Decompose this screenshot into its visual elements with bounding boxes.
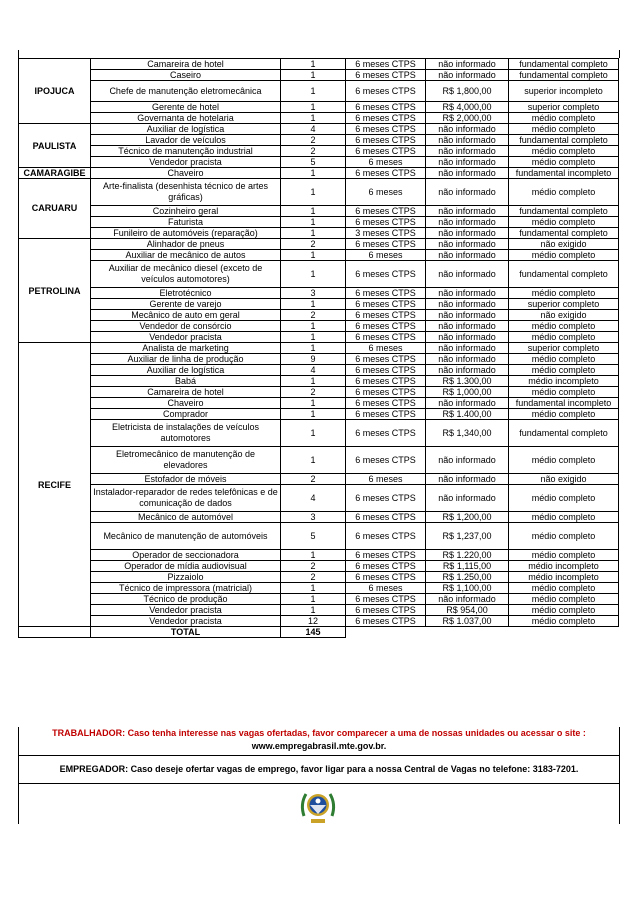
education-cell: médio incompleto: [509, 572, 619, 583]
job-cell: Vendedor de consórcio: [91, 321, 281, 332]
city-cell: RECIFE: [19, 343, 91, 627]
education-cell: médio completo: [509, 113, 619, 124]
salary-cell: não informado: [426, 485, 509, 512]
job-cell: Auxiliar de linha de produção: [91, 354, 281, 365]
job-cell: Comprador: [91, 409, 281, 420]
table-row: [19, 561, 619, 572]
qty-cell: 1: [281, 261, 346, 288]
contract-cell: 6 meses CTPS: [346, 594, 426, 605]
job-cell: Analista de marketing: [91, 343, 281, 354]
salary-cell: não informado: [426, 217, 509, 228]
contract-cell: 6 meses CTPS: [346, 550, 426, 561]
job-cell: Mecânico de auto em geral: [91, 310, 281, 321]
salary-cell: não informado: [426, 310, 509, 321]
education-cell: médio completo: [509, 217, 619, 228]
table-row: [19, 572, 619, 583]
table-row: [19, 332, 619, 343]
qty-cell: 2: [281, 387, 346, 398]
salary-cell: R$ 1.250,00: [426, 572, 509, 583]
salary-cell: não informado: [426, 146, 509, 157]
job-cell: Técnico de impressora (matricial): [91, 583, 281, 594]
job-cell: Eletricista de instalações de veículos automotores: [91, 420, 281, 447]
city-cell: PETROLINA: [19, 239, 91, 343]
table-row: [19, 605, 619, 616]
qty-cell: 1: [281, 332, 346, 343]
qty-cell: 4: [281, 124, 346, 135]
table-row: [19, 102, 619, 113]
contract-cell: 6 meses CTPS: [346, 523, 426, 550]
table-row: [19, 523, 619, 550]
contract-cell: 6 meses CTPS: [346, 398, 426, 409]
vacancy-table: [18, 58, 619, 638]
job-cell: Caseiro: [91, 70, 281, 81]
qty-cell: 2: [281, 572, 346, 583]
contract-cell: 6 meses: [346, 179, 426, 206]
table-row: [19, 376, 619, 387]
education-cell: fundamental completo: [509, 261, 619, 288]
salary-cell: não informado: [426, 594, 509, 605]
qty-cell: 1: [281, 550, 346, 561]
education-cell: médio completo: [509, 583, 619, 594]
education-cell: fundamental incompleto: [509, 398, 619, 409]
worker-notice-text: TRABALHADOR: Caso tenha interesse nas vagas ofertadas, favor comparecer a uma de nossas unidades ou acessar o site :: [52, 728, 586, 738]
job-cell: Chaveiro: [91, 398, 281, 409]
education-cell: médio completo: [509, 124, 619, 135]
qty-cell: 2: [281, 239, 346, 250]
salary-cell: R$ 1.300,00: [426, 376, 509, 387]
qty-cell: 1: [281, 420, 346, 447]
contract-cell: 6 meses CTPS: [346, 261, 426, 288]
salary-cell: não informado: [426, 168, 509, 179]
salary-cell: R$ 1,340,00: [426, 420, 509, 447]
salary-cell: R$ 1.400,00: [426, 409, 509, 420]
table-row: [19, 310, 619, 321]
salary-cell: não informado: [426, 474, 509, 485]
salary-cell: não informado: [426, 124, 509, 135]
table-row: [19, 59, 619, 70]
contract-cell: 6 meses: [346, 157, 426, 168]
qty-cell: 2: [281, 146, 346, 157]
salary-cell: não informado: [426, 206, 509, 217]
salary-cell: R$ 1,200,00: [426, 512, 509, 523]
table-row: [19, 354, 619, 365]
salary-cell: R$ 1,237,00: [426, 523, 509, 550]
salary-cell: não informado: [426, 398, 509, 409]
table-row: [19, 485, 619, 512]
contract-cell: 6 meses CTPS: [346, 420, 426, 447]
city-cell: IPOJUCA: [19, 59, 91, 124]
job-cell: Auxiliar de logística: [91, 124, 281, 135]
qty-cell: 1: [281, 409, 346, 420]
education-cell: médio completo: [509, 605, 619, 616]
contract-cell: 6 meses CTPS: [346, 70, 426, 81]
contract-cell: 6 meses CTPS: [346, 299, 426, 310]
contract-cell: 6 meses CTPS: [346, 354, 426, 365]
total-row: [19, 627, 619, 638]
contract-cell: 6 meses CTPS: [346, 124, 426, 135]
qty-cell: 1: [281, 81, 346, 102]
qty-cell: 1: [281, 299, 346, 310]
salary-cell: R$ 1,800,00: [426, 81, 509, 102]
qty-cell: 3: [281, 512, 346, 523]
education-cell: superior incompleto: [509, 81, 619, 102]
contract-cell: 6 meses CTPS: [346, 447, 426, 474]
salary-cell: R$ 954,00: [426, 605, 509, 616]
contract-cell: 6 meses CTPS: [346, 135, 426, 146]
education-cell: fundamental incompleto: [509, 168, 619, 179]
contract-cell: 6 meses CTPS: [346, 605, 426, 616]
education-cell: fundamental completo: [509, 70, 619, 81]
table-row: [19, 594, 619, 605]
job-cell: Auxiliar de mecânico de autos: [91, 250, 281, 261]
qty-cell: 1: [281, 102, 346, 113]
job-cell: Chefe de manutenção eletromecânica: [91, 81, 281, 102]
qty-cell: 4: [281, 485, 346, 512]
city-cell: PAULISTA: [19, 124, 91, 168]
qty-cell: 5: [281, 523, 346, 550]
job-cell: Lavador de veículos: [91, 135, 281, 146]
job-cell: Cozinheiro geral: [91, 206, 281, 217]
table-row: [19, 81, 619, 102]
qty-cell: 1: [281, 59, 346, 70]
job-cell: Chaveiro: [91, 168, 281, 179]
table-row: [19, 616, 619, 627]
education-cell: fundamental completo: [509, 59, 619, 70]
empty-cell: [19, 627, 91, 638]
qty-cell: 1: [281, 70, 346, 81]
contract-cell: 3 meses CTPS: [346, 228, 426, 239]
table-row: [19, 168, 619, 179]
qty-cell: 2: [281, 474, 346, 485]
job-cell: Vendedor pracista: [91, 157, 281, 168]
salary-cell: não informado: [426, 59, 509, 70]
table-row: [19, 409, 619, 420]
education-cell: médio completo: [509, 512, 619, 523]
job-cell: Mecânico de automóvel: [91, 512, 281, 523]
salary-cell: não informado: [426, 261, 509, 288]
table-row: [19, 217, 619, 228]
qty-cell: 1: [281, 250, 346, 261]
worker-notice: [18, 727, 620, 756]
contract-cell: 6 meses CTPS: [346, 310, 426, 321]
table-row: [19, 583, 619, 594]
education-cell: médio completo: [509, 157, 619, 168]
qty-cell: 1: [281, 228, 346, 239]
salary-cell: não informado: [426, 250, 509, 261]
job-cell: Instalador-reparador de redes telefônicas e de comunicação de dados: [91, 485, 281, 512]
qty-cell: 1: [281, 206, 346, 217]
education-cell: médio completo: [509, 332, 619, 343]
job-cell: Estofador de móveis: [91, 474, 281, 485]
education-cell: médio completo: [509, 447, 619, 474]
salary-cell: não informado: [426, 365, 509, 376]
contract-cell: 6 meses CTPS: [346, 168, 426, 179]
contract-cell: 6 meses CTPS: [346, 102, 426, 113]
job-cell: Auxiliar de logística: [91, 365, 281, 376]
education-cell: médio completo: [509, 387, 619, 398]
table-row: [19, 113, 619, 124]
job-cell: Auxiliar de mecânico diesel (exceto de veículos automotores): [91, 261, 281, 288]
salary-cell: não informado: [426, 179, 509, 206]
table-row: [19, 512, 619, 523]
total-label: TOTAL: [91, 627, 281, 638]
salary-cell: R$ 2,000,00: [426, 113, 509, 124]
job-cell: Funileiro de automóveis (reparação): [91, 228, 281, 239]
table-row: [19, 321, 619, 332]
job-cell: Vendedor pracista: [91, 616, 281, 627]
contract-cell: 6 meses CTPS: [346, 59, 426, 70]
qty-cell: 1: [281, 168, 346, 179]
job-cell: Alinhador de pneus: [91, 239, 281, 250]
city-cell: CAMARAGIBE: [19, 168, 91, 179]
job-cell: Mecânico de manutenção de automóveis: [91, 523, 281, 550]
job-cell: Vendedor pracista: [91, 332, 281, 343]
table-row: [19, 447, 619, 474]
table-row: [19, 239, 619, 250]
contract-cell: 6 meses CTPS: [346, 206, 426, 217]
education-cell: médio completo: [509, 146, 619, 157]
job-cell: Camareira de hotel: [91, 59, 281, 70]
table-row: [19, 157, 619, 168]
salary-cell: R$ 1,115,00: [426, 561, 509, 572]
education-cell: superior completo: [509, 299, 619, 310]
table-row: [19, 420, 619, 447]
table-row: [19, 250, 619, 261]
education-cell: médio completo: [509, 594, 619, 605]
education-cell: fundamental completo: [509, 206, 619, 217]
job-cell: Gerente de varejo: [91, 299, 281, 310]
job-cell: Vendedor pracista: [91, 605, 281, 616]
job-cell: Operador de mídia audiovisual: [91, 561, 281, 572]
education-cell: não exigido: [509, 310, 619, 321]
job-cell: Arte-finalista (desenhista técnico de artes gráficas): [91, 179, 281, 206]
job-cell: Faturista: [91, 217, 281, 228]
qty-cell: 1: [281, 113, 346, 124]
contract-cell: 6 meses CTPS: [346, 616, 426, 627]
qty-cell: 2: [281, 135, 346, 146]
job-cell: Camareira de hotel: [91, 387, 281, 398]
salary-cell: não informado: [426, 321, 509, 332]
salary-cell: não informado: [426, 157, 509, 168]
education-cell: médio completo: [509, 409, 619, 420]
contract-cell: 6 meses CTPS: [346, 387, 426, 398]
table-row: [19, 70, 619, 81]
salary-cell: não informado: [426, 354, 509, 365]
contract-cell: 6 meses CTPS: [346, 332, 426, 343]
contract-cell: 6 meses: [346, 474, 426, 485]
qty-cell: 12: [281, 616, 346, 627]
vacancy-table-body: [19, 59, 619, 638]
contract-cell: 6 meses CTPS: [346, 81, 426, 102]
qty-cell: 1: [281, 179, 346, 206]
salary-cell: não informado: [426, 299, 509, 310]
qty-cell: 3: [281, 288, 346, 299]
education-cell: fundamental completo: [509, 135, 619, 146]
contract-cell: 6 meses CTPS: [346, 146, 426, 157]
job-cell: Técnico de manutenção industrial: [91, 146, 281, 157]
salary-cell: não informado: [426, 239, 509, 250]
education-cell: médio completo: [509, 523, 619, 550]
qty-cell: 1: [281, 594, 346, 605]
table-row: [19, 261, 619, 288]
contract-cell: 6 meses CTPS: [346, 485, 426, 512]
job-cell: Pizzaiolo: [91, 572, 281, 583]
table-row: [19, 550, 619, 561]
contract-cell: 6 meses CTPS: [346, 321, 426, 332]
contract-cell: 6 meses CTPS: [346, 409, 426, 420]
table-row: [19, 343, 619, 354]
education-cell: médio completo: [509, 179, 619, 206]
qty-cell: 2: [281, 310, 346, 321]
qty-cell: 9: [281, 354, 346, 365]
education-cell: médio completo: [509, 616, 619, 627]
qty-cell: 1: [281, 605, 346, 616]
total-value: 145: [281, 627, 346, 638]
education-cell: superior completo: [509, 343, 619, 354]
salary-cell: não informado: [426, 70, 509, 81]
contract-cell: 6 meses CTPS: [346, 561, 426, 572]
salary-cell: R$ 4,000,00: [426, 102, 509, 113]
salary-cell: não informado: [426, 288, 509, 299]
education-cell: médio completo: [509, 354, 619, 365]
contract-cell: 6 meses CTPS: [346, 113, 426, 124]
table-row: [19, 474, 619, 485]
salary-cell: não informado: [426, 343, 509, 354]
qty-cell: 1: [281, 447, 346, 474]
qty-cell: 5: [281, 157, 346, 168]
qty-cell: 2: [281, 561, 346, 572]
contract-cell: 6 meses CTPS: [346, 288, 426, 299]
qty-cell: 1: [281, 376, 346, 387]
city-cell: CARUARU: [19, 179, 91, 239]
table-row: [19, 365, 619, 376]
table-row: [19, 228, 619, 239]
job-cell: Babá: [91, 376, 281, 387]
table-row: [19, 135, 619, 146]
education-cell: médio completo: [509, 550, 619, 561]
table-row: [19, 299, 619, 310]
empty-cell: [346, 627, 619, 638]
job-cell: Operador de seccionadora: [91, 550, 281, 561]
employer-notice: EMPREGADOR: Caso deseje ofertar vagas de emprego, favor ligar para a nossa Central de Vagas no telefone: 3183-7201.: [18, 756, 620, 784]
table-row: [19, 146, 619, 157]
education-cell: médio completo: [509, 250, 619, 261]
salary-cell: R$ 1,100,00: [426, 583, 509, 594]
contract-cell: 6 meses CTPS: [346, 512, 426, 523]
qty-cell: 1: [281, 398, 346, 409]
contract-cell: 6 meses CTPS: [346, 217, 426, 228]
table-row: [19, 206, 619, 217]
education-cell: não exigido: [509, 239, 619, 250]
education-cell: fundamental completo: [509, 420, 619, 447]
contract-cell: 6 meses: [346, 343, 426, 354]
salary-cell: não informado: [426, 332, 509, 343]
salary-cell: R$ 1.037,00: [426, 616, 509, 627]
salary-cell: não informado: [426, 228, 509, 239]
salary-cell: não informado: [426, 447, 509, 474]
contract-cell: 6 meses CTPS: [346, 239, 426, 250]
qty-cell: 1: [281, 217, 346, 228]
job-cell: Técnico de produção: [91, 594, 281, 605]
table-row: [19, 179, 619, 206]
contract-cell: 6 meses CTPS: [346, 365, 426, 376]
qty-cell: 1: [281, 343, 346, 354]
education-cell: médio completo: [509, 321, 619, 332]
qty-cell: 4: [281, 365, 346, 376]
education-cell: médio completo: [509, 485, 619, 512]
job-cell: Eletrotécnico: [91, 288, 281, 299]
education-cell: médio completo: [509, 365, 619, 376]
job-cell: Gerente de hotel: [91, 102, 281, 113]
education-cell: não exigido: [509, 474, 619, 485]
job-cell: Governanta de hotelaria: [91, 113, 281, 124]
table-row: [19, 288, 619, 299]
contract-cell: 6 meses: [346, 583, 426, 594]
salary-cell: R$ 1,000,00: [426, 387, 509, 398]
qty-cell: 1: [281, 583, 346, 594]
contract-cell: 6 meses CTPS: [346, 376, 426, 387]
contract-cell: 6 meses CTPS: [346, 572, 426, 583]
table-row: [19, 398, 619, 409]
table-row: [19, 387, 619, 398]
qty-cell: 1: [281, 321, 346, 332]
education-cell: médio completo: [509, 288, 619, 299]
vacancy-table-container: [18, 58, 618, 638]
salary-cell: não informado: [426, 135, 509, 146]
contract-cell: 6 meses: [346, 250, 426, 261]
education-cell: médio incompleto: [509, 376, 619, 387]
worker-notice-url[interactable]: www.empregabrasil.mte.gov.br.: [251, 741, 387, 751]
sheet-top-border: [18, 50, 620, 58]
job-cell: Eletromecânico de manutenção de elevadores: [91, 447, 281, 474]
education-cell: médio incompleto: [509, 561, 619, 572]
table-row: [19, 124, 619, 135]
education-cell: fundamental completo: [509, 228, 619, 239]
salary-cell: R$ 1.220,00: [426, 550, 509, 561]
education-cell: superior completo: [509, 102, 619, 113]
state-seal-icon: [298, 786, 338, 826]
